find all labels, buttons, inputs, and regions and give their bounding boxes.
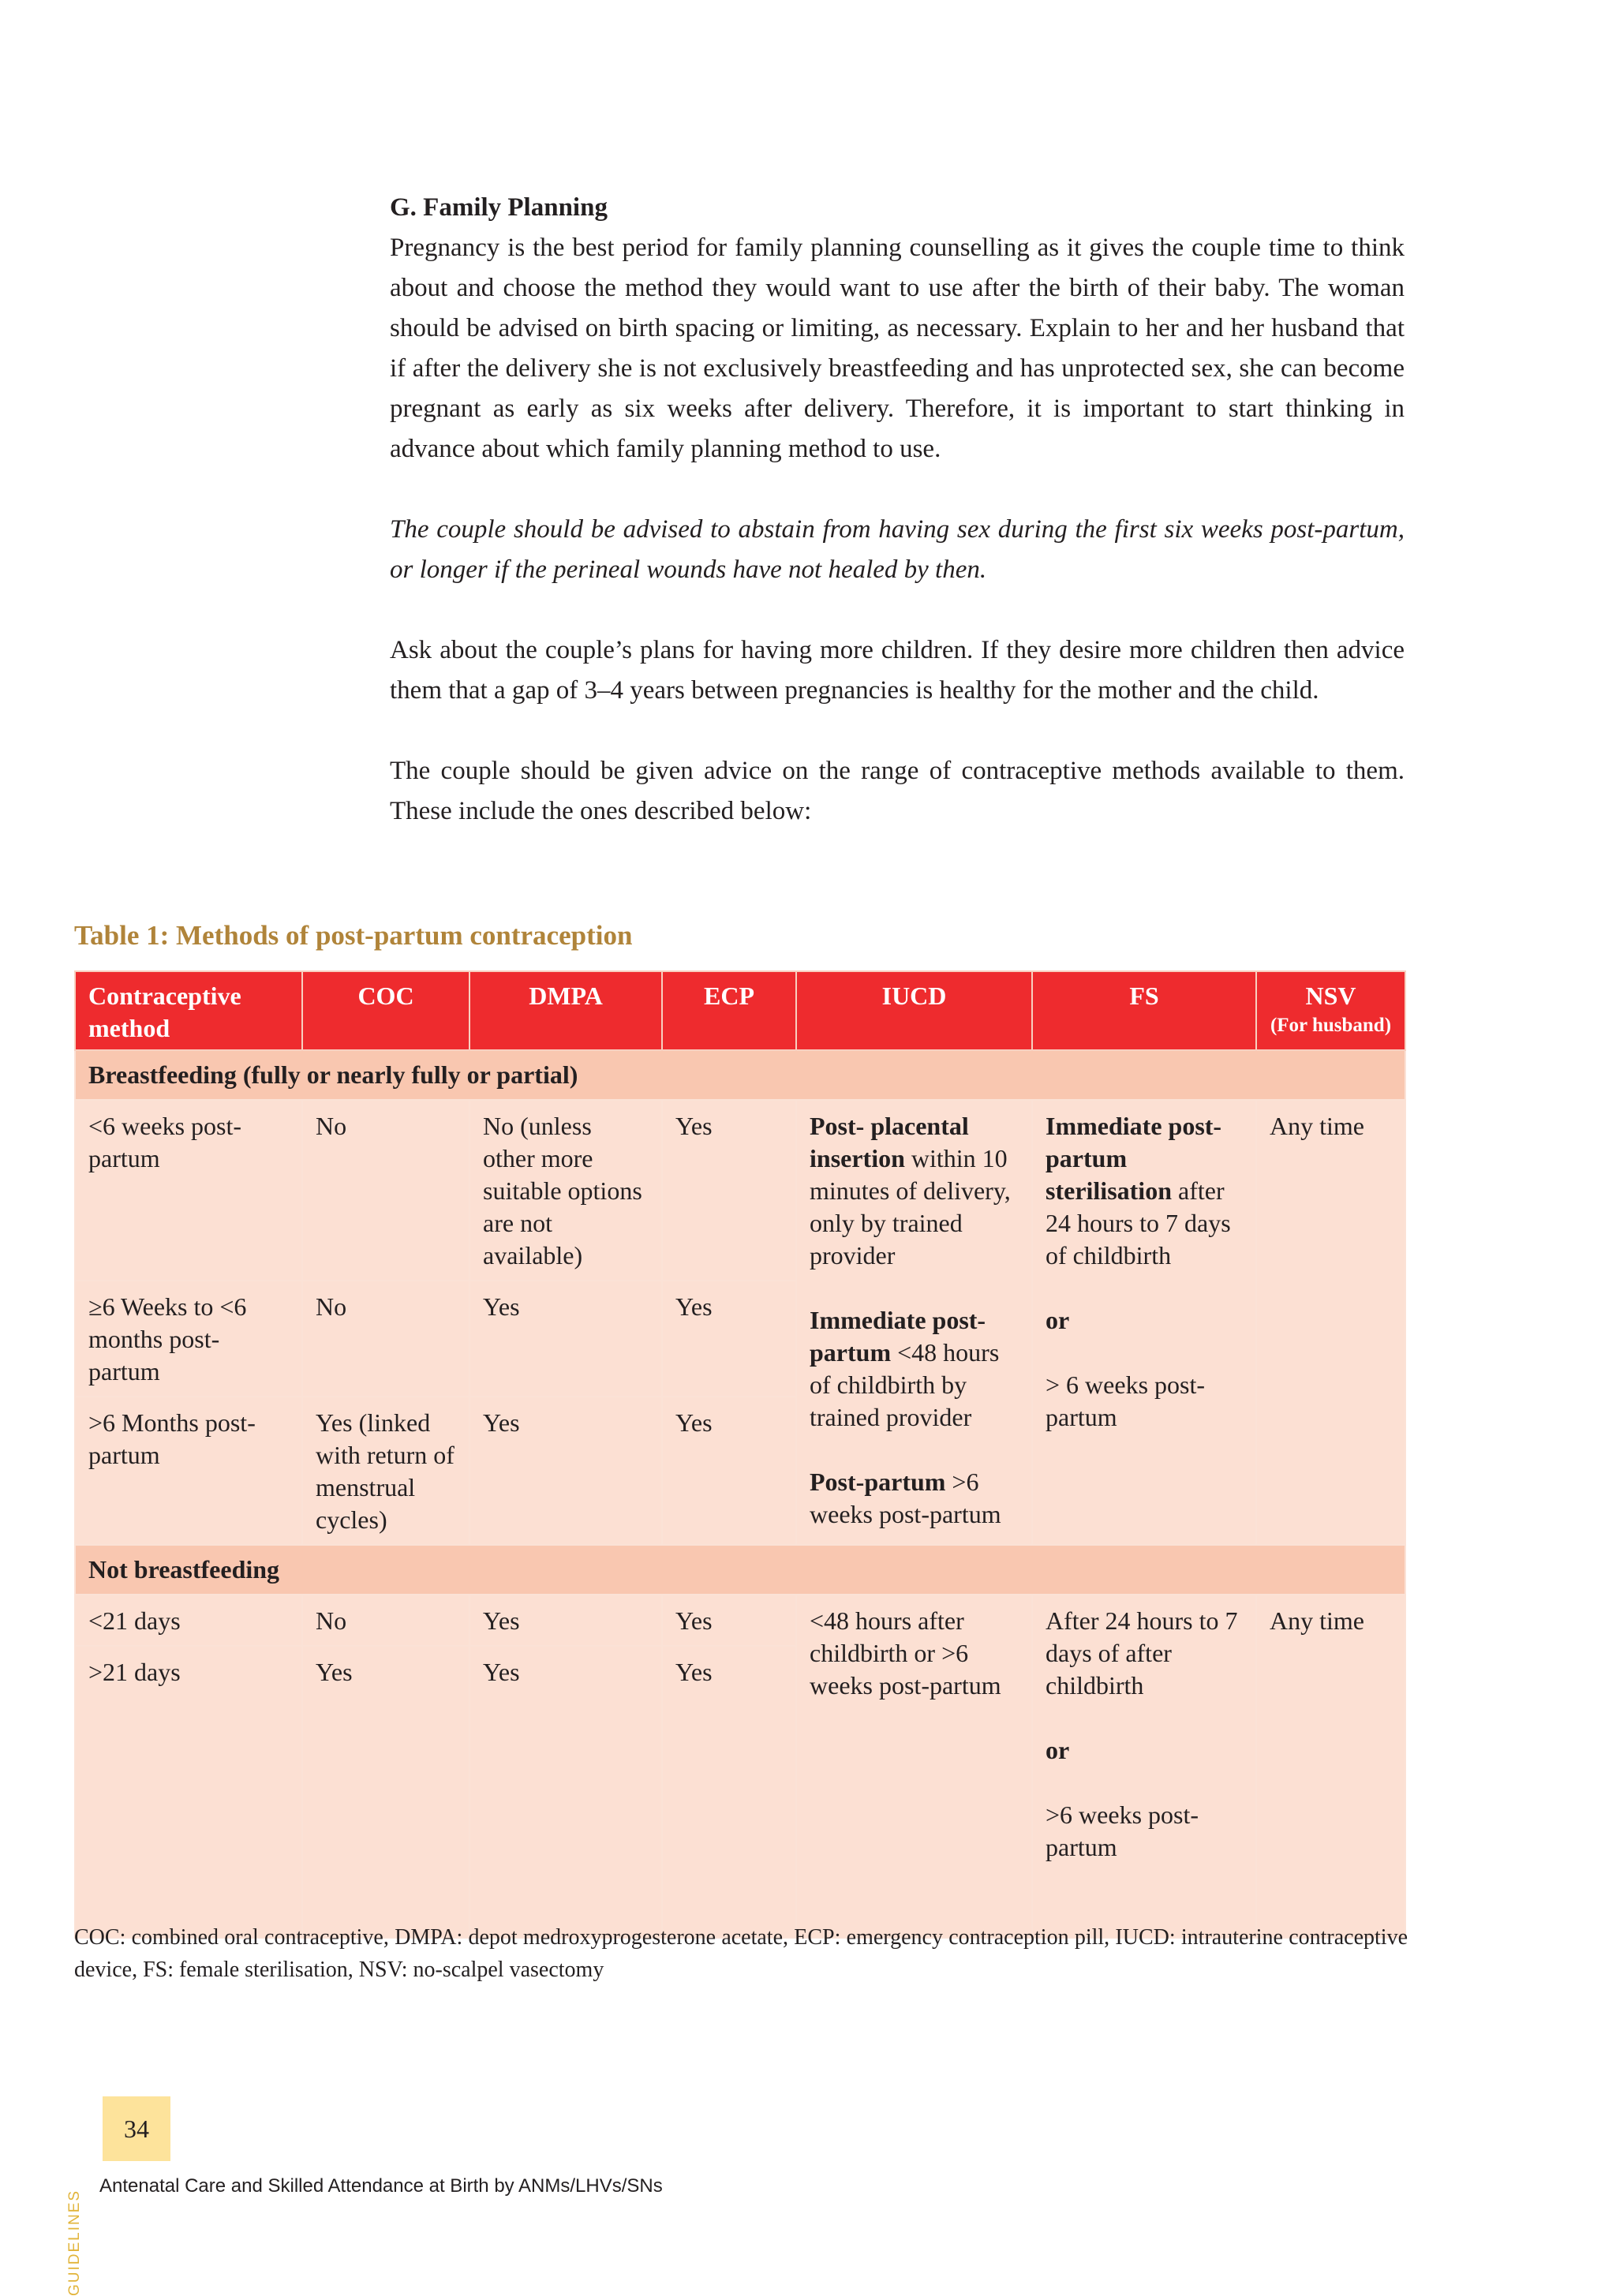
cell-coc: Yes	[302, 1646, 469, 1938]
cell-dmpa: Yes	[469, 1646, 662, 1938]
side-label	[66, 2189, 90, 2296]
cell-fs-not-breastfeeding	[1032, 1595, 1256, 1938]
cell-ecp: Yes	[662, 1397, 796, 1545]
cell-dmpa: No (unless other more suitable options are not available)	[469, 1100, 662, 1281]
fs-nbf-or: or	[1046, 1736, 1070, 1764]
section-paragraph-2: The couple should be advised to abstain from having sex during the first six weeks post-partum, or longer if the perineal wounds have not healed by then.	[390, 515, 1405, 584]
table-header-row	[75, 971, 1405, 1050]
header-method: Contraceptive method	[75, 971, 302, 1050]
row-label: >21 days	[75, 1646, 302, 1938]
header-nsv-label: NSV	[1305, 982, 1356, 1010]
cell-dmpa: Yes	[469, 1595, 662, 1646]
cell-coc: No	[302, 1281, 469, 1397]
fs-option-1: Immediate post-partum sterilisation after 24 hours to 7 days of childbirth	[1046, 1112, 1231, 1270]
fs-option-2: > 6 weeks post-partum	[1046, 1370, 1206, 1431]
cell-ecp: Yes	[662, 1281, 796, 1397]
cell-iucd-breastfeeding	[796, 1100, 1032, 1545]
fs-or: or	[1046, 1306, 1070, 1334]
row-label: ≥6 Weeks to <6 months post-partum	[75, 1281, 302, 1397]
cell-ecp: Yes	[662, 1646, 796, 1938]
cell-coc: Yes (linked with return of menstrual cycles)	[302, 1397, 469, 1545]
header-nsv-sub: (For husband)	[1270, 1015, 1392, 1036]
paragraph-1-text: Pregnancy is the best period for family planning counselling as it gives the couple time to think about and choose the method they would want to use after the birth of their baby. The woman should be advised on birth spacing or limiting, as necessary. Explain to her and her husband that if after the delivery she is not exclusively breastfeeding and has unprotected sex, she can become pregnant as early as six weeks after delivery. Therefore, it is important to start thinking in advance about which family planning method to use.	[390, 234, 1405, 463]
header-iucd: IUCD	[796, 971, 1032, 1050]
header-coc: COC	[302, 971, 469, 1050]
fs-nbf-option-1: After 24 hours to 7 days of after childbirth	[1046, 1606, 1238, 1700]
cell-ecp: Yes	[662, 1100, 796, 1281]
family-planning-section	[390, 188, 1405, 832]
cell-dmpa: Yes	[469, 1281, 662, 1397]
iucd-option-2: Immediate post-partum <48 hours of childbirth by trained provider	[810, 1306, 1000, 1431]
cell-nsv-breastfeeding: Any time	[1256, 1100, 1405, 1545]
table-row	[75, 1595, 1405, 1646]
group-label-breastfeeding: Breastfeeding (fully or nearly fully or partial)	[75, 1050, 1405, 1100]
cell-ecp: Yes	[662, 1595, 796, 1646]
cell-coc: No	[302, 1100, 469, 1281]
guidelines-label: GUIDELINES	[66, 2189, 83, 2296]
page-number: 34	[103, 2096, 170, 2161]
cell-nsv-not-breastfeeding: Any time	[1256, 1595, 1405, 1938]
fs-nbf-option-2: >6 weeks post-partum	[1046, 1801, 1199, 1861]
header-dmpa: DMPA	[469, 971, 662, 1050]
row-label: <21 days	[75, 1595, 302, 1646]
header-fs: FS	[1032, 971, 1256, 1050]
group-row-breastfeeding	[75, 1050, 1405, 1100]
header-nsv	[1256, 971, 1405, 1050]
contraception-table	[74, 970, 1406, 1939]
table-row	[75, 1100, 1405, 1281]
cell-iucd-not-breastfeeding: <48 hours after childbirth or >6 weeks post-partum	[796, 1595, 1032, 1938]
header-ecp: ECP	[662, 971, 796, 1050]
row-label: <6 weeks post-partum	[75, 1100, 302, 1281]
section-paragraph-1	[390, 188, 1405, 469]
group-label-not-breastfeeding: Not breastfeeding	[75, 1545, 1405, 1595]
iucd-option-3: Post-partum >6 weeks post-partum	[810, 1468, 1001, 1528]
table-footnote: COC: combined oral contraceptive, DMPA: depot medroxyprogesterone acetate, ECP: emergency contraception pill, IUCD: intrauterine contraceptive device, FS: female sterilisation, NSV: no-scalpel vasectomy	[74, 1925, 1408, 1982]
cell-coc: No	[302, 1595, 469, 1646]
group-row-not-breastfeeding	[75, 1545, 1405, 1595]
section-paragraph-4: The couple should be given advice on the range of contraceptive methods available to them. These include the ones described below:	[390, 757, 1405, 825]
table-title: Table 1: Methods of post-partum contraception	[74, 920, 633, 951]
cell-fs-breastfeeding	[1032, 1100, 1256, 1545]
row-label: >6 Months post-partum	[75, 1397, 302, 1545]
section-title: G. Family Planning	[390, 193, 608, 222]
cell-dmpa: Yes	[469, 1397, 662, 1545]
running-footer: Antenatal Care and Skilled Attendance at Birth by ANMs/LHVs/SNs	[99, 2175, 663, 2197]
section-paragraph-3: Ask about the couple’s plans for having more children. If they desire more children then advice them that a gap of 3–4 years between pregnancies is healthy for the mother and the child.	[390, 636, 1405, 705]
iucd-option-1: Post- placental insertion within 10 minutes of delivery, only by trained provider	[810, 1112, 1011, 1270]
